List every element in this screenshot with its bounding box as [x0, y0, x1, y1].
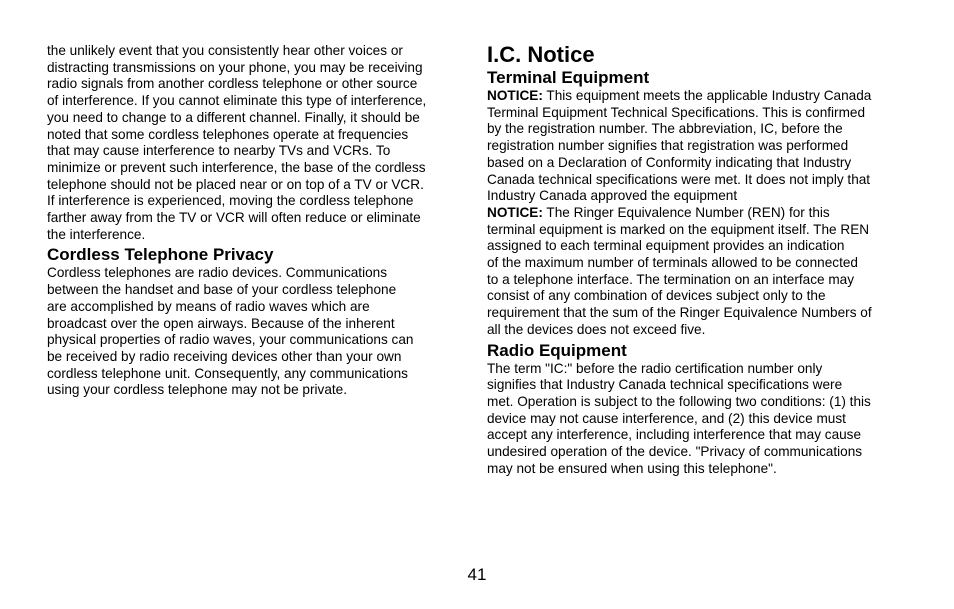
text-line: cordless telephone unit. Consequently, any communications [47, 365, 408, 381]
text-line: the interference. [47, 226, 146, 242]
text-line: met. Operation is subject to the following two conditions: (1) this [487, 393, 871, 409]
text-line: accept any interference, including interference that may cause [487, 427, 862, 443]
text-line: requirement that the sum of the Ringer Equivalence Numbers of [487, 305, 872, 321]
text-line: signifies that Industry Canada technical specifications were [487, 377, 843, 393]
notice-text: The Ringer Equivalence Number (REN) for this [542, 204, 830, 220]
text-line: The term "IC:" before the radio certification number only [487, 360, 823, 376]
text-line: by the registration number. The abbreviation, IC, before the [487, 121, 843, 137]
text-line: registration number signifies that registration was performed [487, 138, 849, 154]
text-line: are accomplished by means of radio waves which are [47, 298, 370, 314]
terminal-equipment-heading: Terminal Equipment [487, 68, 650, 87]
text-line: minimize or prevent such interference, the base of the cordless [47, 159, 426, 175]
page-title: I.C. Notice [487, 42, 595, 67]
text-line: noted that some cordless telephones operate at frequencies [47, 126, 409, 142]
text-line: Canada technical specifications were met. It does not imply that [487, 171, 871, 187]
text-line: undesired operation of the device. "Privacy of communications [487, 444, 863, 460]
text-line: Terminal Equipment Technical Specifications. This is confirmed [487, 104, 866, 120]
text-line: to a telephone interface. The termination on an interface may [487, 271, 855, 287]
text-line: broadcast over the open airways. Because of the inherent [47, 315, 395, 331]
text-line [487, 88, 911, 105]
notice-paragraph-2 [487, 205, 911, 339]
privacy-paragraph [47, 265, 465, 399]
text-line: using your cordless telephone may not be private. [47, 382, 347, 398]
text-line: of interference. If you cannot eliminate this type of interference, [47, 93, 427, 109]
page-number: 41 [467, 565, 487, 584]
privacy-heading: Cordless Telephone Privacy [47, 245, 274, 265]
text-line: consist of any combination of devices subject only to the [487, 288, 826, 304]
text-line: of the maximum number of terminals allowed to be connected [487, 255, 858, 271]
text-line: all the devices does not exceed five. [487, 321, 706, 337]
text-line: Cordless telephones are radio devices. Communications [47, 265, 388, 281]
text-line: physical properties of radio waves, your communications can [47, 332, 414, 348]
text-line: Industry Canada approved the equipment [487, 188, 738, 204]
notice-paragraph-1 [487, 88, 911, 205]
text-line: based on a Declaration of Conformity indicating that Industry [487, 154, 852, 170]
radio-equipment-heading: Radio Equipment [487, 340, 627, 360]
interference-paragraph [47, 43, 465, 243]
text-line: be received by radio receiving devices other than your own [47, 348, 402, 364]
text-line: telephone should not be placed near or on top of a TV or VCR. [47, 176, 424, 192]
text-line: the unlikely event that you consistently hear other voices or [47, 43, 403, 58]
left-column [47, 43, 465, 399]
text-line: may not be ensured when using this telephone". [487, 460, 777, 476]
text-line: device may not cause interference, and (2) this device must [487, 410, 846, 426]
text-line: radio signals from another cordless telephone or other source [47, 76, 418, 92]
text-line: farther away from the TV or VCR will often reduce or eliminate [47, 210, 421, 226]
text-line: If interference is experienced, moving the cordless telephone [47, 193, 414, 209]
text-line [487, 205, 911, 222]
text-line: you need to change to a different channel. Finally, it should be [47, 109, 420, 125]
notice-label: NOTICE: [487, 204, 543, 220]
notice-text: This equipment meets the applicable Industry Canada [542, 88, 872, 103]
radio-paragraph [487, 361, 911, 478]
text-line: assigned to each terminal equipment provides an indication [487, 238, 845, 254]
right-column [487, 42, 911, 477]
notice-label: NOTICE: [487, 88, 543, 103]
text-line: distracting transmissions on your phone, you may be receiving [47, 59, 423, 75]
text-line: between the handset and base of your cordless telephone [47, 282, 397, 298]
text-line: terminal equipment is marked on the equipment itself. The REN [487, 221, 870, 237]
text-line: that may cause interference to nearby TVs and VCRs. To [47, 143, 391, 159]
